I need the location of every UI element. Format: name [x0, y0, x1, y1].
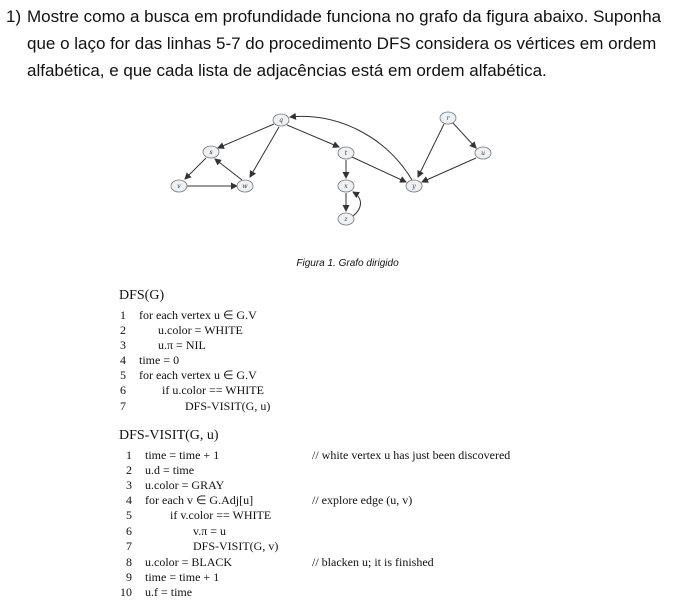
dfs-visit-line: u.color = GRAY: [145, 478, 225, 492]
node-label-z: z: [344, 216, 348, 223]
dfs-visit-line-number: 7: [126, 539, 132, 553]
node-label-q: q: [279, 117, 283, 124]
dfs-visit-line: u.d = time: [145, 463, 195, 477]
dfs-line-number: 5: [120, 368, 126, 382]
dfs-visit-line-number: 4: [126, 493, 132, 507]
dfs-line: for each vertex u ∈ G.V: [139, 308, 257, 322]
dfs-visit-line: if v.color == WHITE: [170, 508, 272, 522]
edge-s-v: [185, 158, 206, 179]
directed-graph: [0, 0, 695, 260]
edge-q-s: [218, 124, 274, 148]
dfs-line: if u.color == WHITE: [162, 383, 264, 397]
dfs-visit-title: DFS-VISIT(G, u): [119, 428, 219, 443]
dfs-line: time = 0: [139, 353, 180, 367]
dfs-visit-line: for each v ∈ G.Adj[u]: [145, 493, 254, 507]
dfs-line-number: 1: [120, 308, 126, 322]
dfs-visit-line-number: 3: [126, 478, 132, 492]
dfs-visit-line: time = time + 1: [145, 570, 220, 584]
node-label-y: y: [412, 183, 416, 190]
dfs-visit-line: u.f = time: [145, 585, 193, 599]
dfs-line-number: 6: [120, 383, 126, 397]
dfs-line: u.color = WHITE: [158, 323, 243, 337]
edge-z-x: [353, 192, 361, 216]
figure-caption: Figura 1. Grafo dirigido: [296, 258, 399, 269]
node-label-t: t: [344, 150, 348, 157]
dfs-visit-line: DFS-VISIT(G, v): [193, 539, 279, 553]
dfs-visit-line: u.color = BLACK: [145, 555, 233, 569]
node-label-v: v: [177, 183, 181, 190]
dfs-line: u.π = NIL: [158, 338, 206, 352]
dfs-visit-line-number: 5: [126, 508, 132, 522]
dfs-title: DFS(G): [119, 288, 165, 303]
dfs-visit-line-number: 1: [126, 448, 132, 462]
node-label-s: s: [209, 149, 213, 156]
node-label-r: r: [446, 115, 450, 122]
dfs-visit-comment: // explore edge (u, v): [312, 493, 413, 507]
node-label-w: w: [242, 183, 248, 190]
dfs-visit-line: time = time + 1: [145, 448, 220, 462]
dfs-line-number: 2: [120, 323, 126, 337]
question-text: Mostre como a busca em profundidade funciona no grafo da figura abaixo. Suponha que o laço for das linhas 5-7 do procedimento DFS considera os vértices em ordem alfabética, e que cada lista de adjacências está em ordem alfabética.: [27, 7, 662, 80]
dfs-visit-comment: // white vertex u has just been discovered: [312, 448, 511, 462]
edge-w-s: [215, 159, 242, 180]
dfs-visit-comment: // blacken u; it is finished: [312, 555, 434, 569]
edge-r-y: [418, 124, 444, 177]
dfs-line-number: 7: [120, 399, 126, 413]
dfs-visit-line-number: 8: [126, 555, 132, 569]
dfs-visit-line-number: 9: [126, 570, 132, 584]
node-label-x: x: [344, 183, 348, 190]
dfs-visit-line-number: 10: [120, 585, 132, 599]
edge-r-u: [452, 122, 476, 148]
edge-u-y: [422, 158, 476, 182]
dfs-visit-line-number: 6: [126, 524, 132, 538]
dfs-line-number: 3: [120, 338, 126, 352]
dfs-visit-line: v.π = u: [193, 524, 227, 538]
dfs-line-number: 4: [120, 353, 126, 367]
node-label-u: u: [481, 150, 485, 157]
dfs-line: for each vertex u ∈ G.V: [139, 368, 257, 382]
dfs-line: DFS-VISIT(G, u): [185, 399, 271, 413]
edge-q-w: [250, 127, 279, 177]
question-number: 1): [6, 7, 22, 26]
edge-q-t: [287, 125, 339, 147]
dfs-visit-line-number: 2: [126, 463, 132, 477]
